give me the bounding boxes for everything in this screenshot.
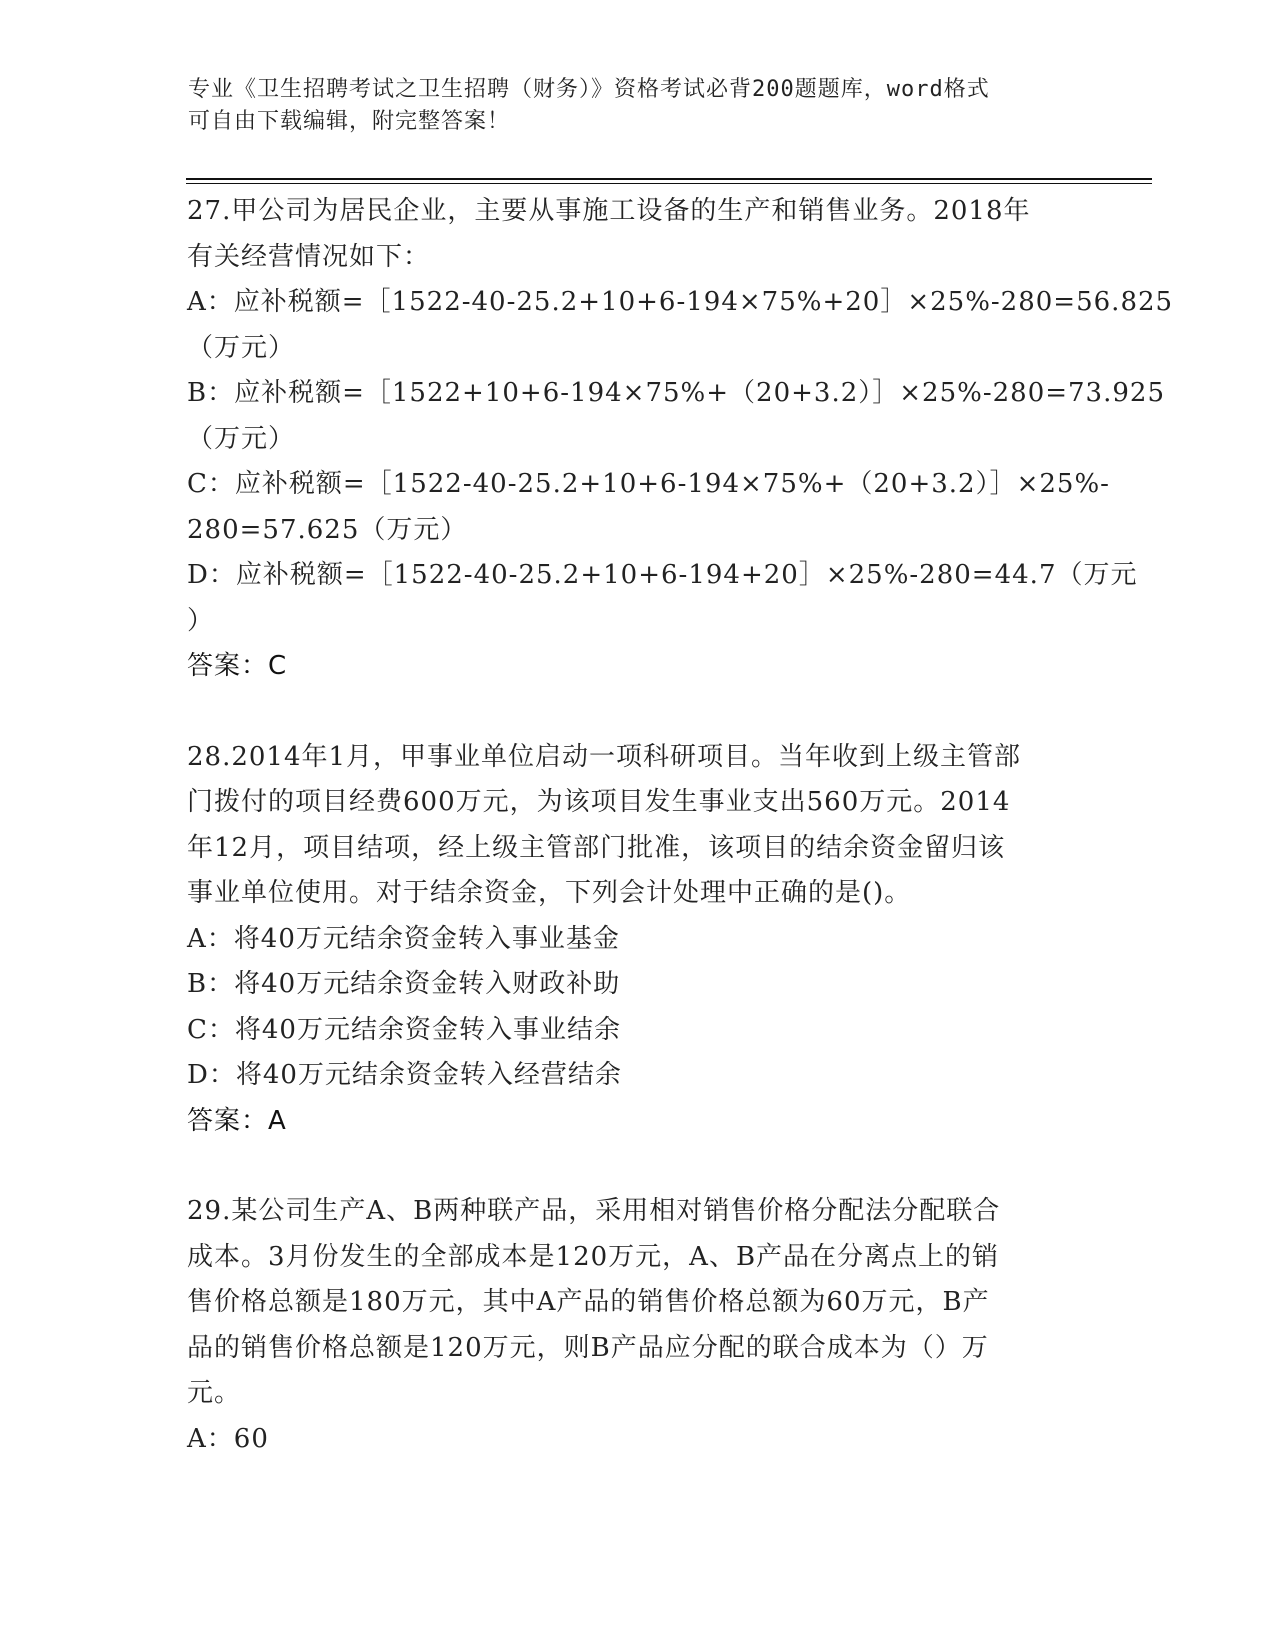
- question-28-answer: 答案：A: [187, 1105, 287, 1136]
- question-29-stem-line-3: 售价格总额是180万元，其中A产品的销售价格总额为60万元，B产: [187, 1287, 990, 1317]
- question-27-answer: 答案：C: [187, 651, 288, 681]
- header-divider-thick: [186, 178, 1152, 180]
- question-gap: [187, 1144, 1087, 1189]
- question-27-stem-line-2: 有关经营情况如下：: [187, 241, 431, 272]
- question-27: [187, 189, 1174, 690]
- question-29-stem-line-2: 成本。3月份发生的全部成本是120万元，A、B产品在分离点上的销: [187, 1241, 1000, 1272]
- question-29-stem-line-5: 元。: [187, 1378, 242, 1408]
- question-28-stem-line-4: 事业单位使用。对于结余资金，下列会计处理中正确的是()。: [187, 878, 912, 908]
- question-gap: [187, 690, 1087, 735]
- question-29-stem-line-1: 29.某公司生产A、B两种联产品，采用相对销售价格分配法分配联合: [187, 1196, 1001, 1226]
- question-28-stem-line-3: 年12月，项目结项，经上级主管部门批准，该项目的结余资金留归该: [187, 832, 1006, 863]
- header-line-2: 可自由下载编辑，附完整答案！: [188, 109, 511, 134]
- header-line-1: 专业《卫生招聘考试之卫生招聘（财务）》资格考试必背200题题库，word格式: [188, 77, 990, 102]
- question-28: [187, 735, 1087, 1145]
- question-28-option-b: B：将40万元结余资金转入财政补助: [187, 969, 621, 999]
- question-27-option-c: C：应补税额=［1522-40-25.2+10+6-194×75%+（20+3.2）］×25%-: [187, 469, 1110, 499]
- question-27-option-d-cont: ）: [187, 605, 215, 636]
- question-29-option-a: A：60: [187, 1423, 269, 1454]
- question-29: [187, 1189, 1087, 1462]
- question-27-option-a-cont: （万元）: [187, 332, 296, 363]
- page-header: [188, 74, 1068, 138]
- question-27-option-d: D：应补税额=［1522-40-25.2+10+6-194+20］×25%-280=44.7（万元: [187, 560, 1138, 590]
- question-28-option-c: C：将40万元结余资金转入事业结余: [187, 1014, 621, 1045]
- question-27-option-c-cont: 280=57.625（万元）: [187, 514, 468, 545]
- question-29-stem-line-4: 品的销售价格总额是120万元，则B产品应分配的联合成本为（）万: [187, 1332, 989, 1363]
- header-divider-thin: [186, 183, 1152, 184]
- question-28-option-a: A：将40万元结余资金转入事业基金: [187, 923, 620, 954]
- question-28-stem-line-2: 门拨付的项目经费600万元，为该项目发生事业支出560万元。2014: [187, 787, 1011, 817]
- question-28-option-d: D：将40万元结余资金转入经营结余: [187, 1060, 622, 1090]
- question-28-stem-line-1: 28.2014年1月，甲事业单位启动一项科研项目。当年收到上级主管部: [187, 741, 1022, 772]
- question-27-stem-line-1: 27.甲公司为居民企业，主要从事施工设备的生产和销售业务。2018年: [187, 196, 1031, 226]
- question-27-option-b: B：应补税额=［1522+10+6-194×75%+（20+3.2）］×25%-280=73.925: [187, 378, 1165, 408]
- document-body: [187, 189, 1174, 1462]
- question-27-option-a: A：应补税额=［1522-40-25.2+10+6-194×75%+20］×25%-280=56.825: [187, 287, 1174, 317]
- question-27-option-b-cont: （万元）: [187, 423, 296, 454]
